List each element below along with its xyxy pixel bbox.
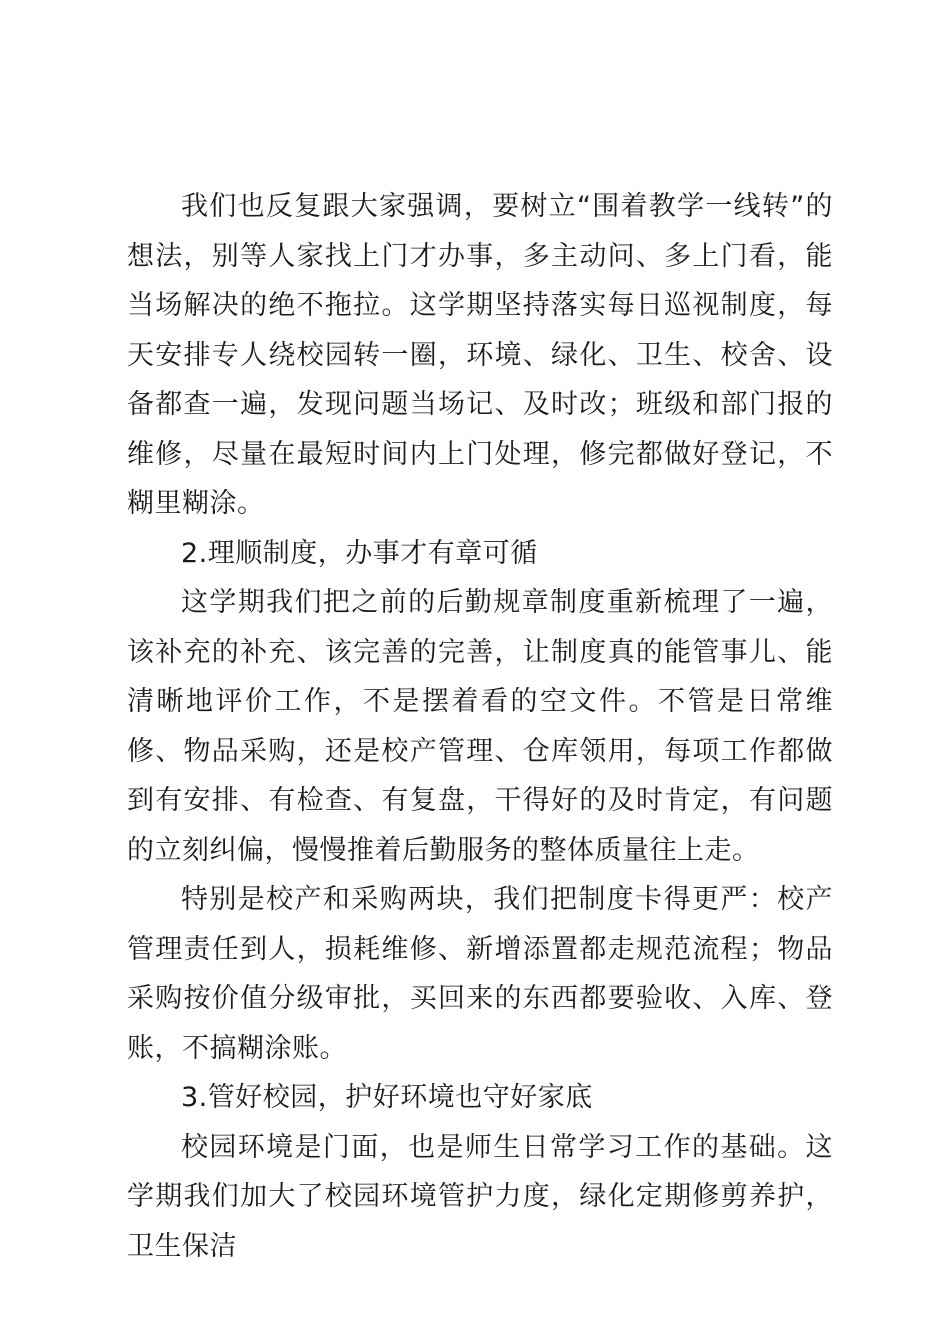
paragraph-regulations: 这学期我们把之前的后勤规章制度重新梳理了一遍，该补充的补充、该完善的完善，让制度真的能管事儿、能清晰地评价工作，不是摆着看的空文件。不管是日常维修、物品采购，还是校产管理、仓库领用，每项工作都做到有安排、有检查、有复盘，干得好的及时肯定，有问题的立刻纠偏，慢慢推着后勤服务的整体质量往上走。 [127, 587, 833, 866]
paragraph-service-attitude: 我们也反复跟大家强调，要树立“围着教学一线转”的想法，别等人家找上门才办事，多主动问、多上门看，能当场解决的绝不拖拉。这学期坚持落实每日巡视制度，每天安排专人绕校园转一圈，环境、绿化、卫生、校舍、设备都查一遍，发现问题当场记、及时改；班级和部门报的维修，尽量在最短时间内上门处理，修完都做好登记，不糊里糊涂。 [127, 191, 833, 519]
section-heading-campus: 3.管好校园，护好环境也守好家底 [181, 1082, 593, 1113]
section-heading-system: 2.理顺制度，办事才有章可循 [181, 537, 538, 569]
paragraph-campus-environment: 校园环境是门面，也是师生日常学习工作的基础。这学期我们加大了校园环境管护力度，绿化定期修剪养护，卫生保洁 [127, 1131, 833, 1262]
document-body [127, 182, 833, 1271]
paragraph-assets-purchasing: 特别是校产和采购两块，我们把制度卡得更严：校产管理责任到人，损耗维修、新增添置都走规范流程；物品采购按价值分级审批，买回来的东西都要验收、入库、登账，不搞糊涂账。 [127, 884, 833, 1064]
